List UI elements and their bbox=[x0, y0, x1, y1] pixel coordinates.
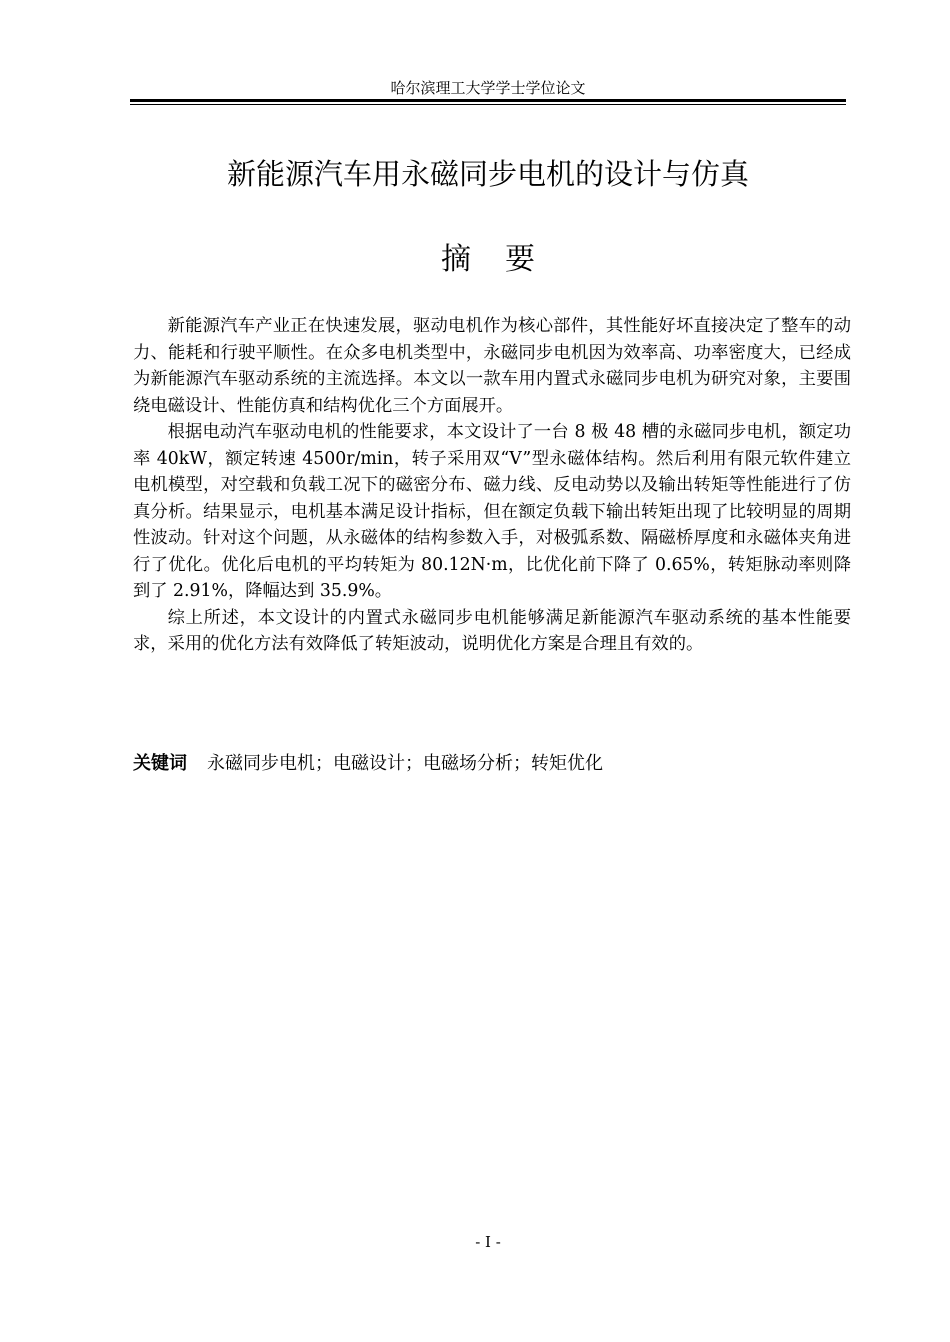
abstract-paragraph-1: 新能源汽车产业正在快速发展，驱动电机作为核心部件，其性能好坏直接决定了整车的动力、能耗和行驶平顺性。在众多电机类型中，永磁同步电机因为效率高、功率密度大，已经成为新能源汽车驱动系统的主流选择。本文以一款车用内置式永磁同步电机为研究对象，主要围绕电磁设计、性能仿真和结构优化三个方面展开。 bbox=[133, 316, 851, 416]
abstract-body bbox=[133, 313, 851, 658]
abstract-paragraph-2: 根据电动汽车驱动电机的性能要求，本文设计了一台 8 极 48 槽的永磁同步电机，额定功率 40kW，额定转速 4500r/min，转子采用双“V”型永磁体结构。然后利用有限元软件建立电机模型，对空载和负载工况下的磁密分布、磁力线、反电动势以及输出转矩等性能进行了仿真分析。结果显示，电机基本满足设计指标，但在额定负载下输出转矩出现了比较明显的周期性波动。针对这个问题，从永磁体的结构参数入手，对极弧系数、隔磁桥厚度和永磁体夹角进行了优化。优化后电机的平均转矩为 80.12N·m，比优化前下降了 0.65%，转矩脉动率则降到了 2.91%，降幅达到 35.9%。 bbox=[133, 422, 851, 601]
header-divider bbox=[130, 99, 846, 105]
keywords-text: 永磁同步电机；电磁设计；电磁场分析；转矩优化 bbox=[207, 753, 603, 774]
abstract-heading: 摘要 bbox=[441, 242, 569, 277]
keywords-label: 关键词 bbox=[133, 753, 187, 774]
page-number: - I - bbox=[475, 1233, 501, 1251]
keywords-line bbox=[133, 750, 851, 778]
paper-title: 新能源汽车用永磁同步电机的设计与仿真 bbox=[226, 157, 749, 191]
running-header: 哈尔滨理工大学学士学位论文 bbox=[390, 79, 586, 97]
abstract-paragraph-3: 综上所述，本文设计的内置式永磁同步电机能够满足新能源汽车驱动系统的基本性能要求，采用的优化方法有效降低了转矩波动，说明优化方案是合理且有效的。 bbox=[133, 607, 851, 654]
